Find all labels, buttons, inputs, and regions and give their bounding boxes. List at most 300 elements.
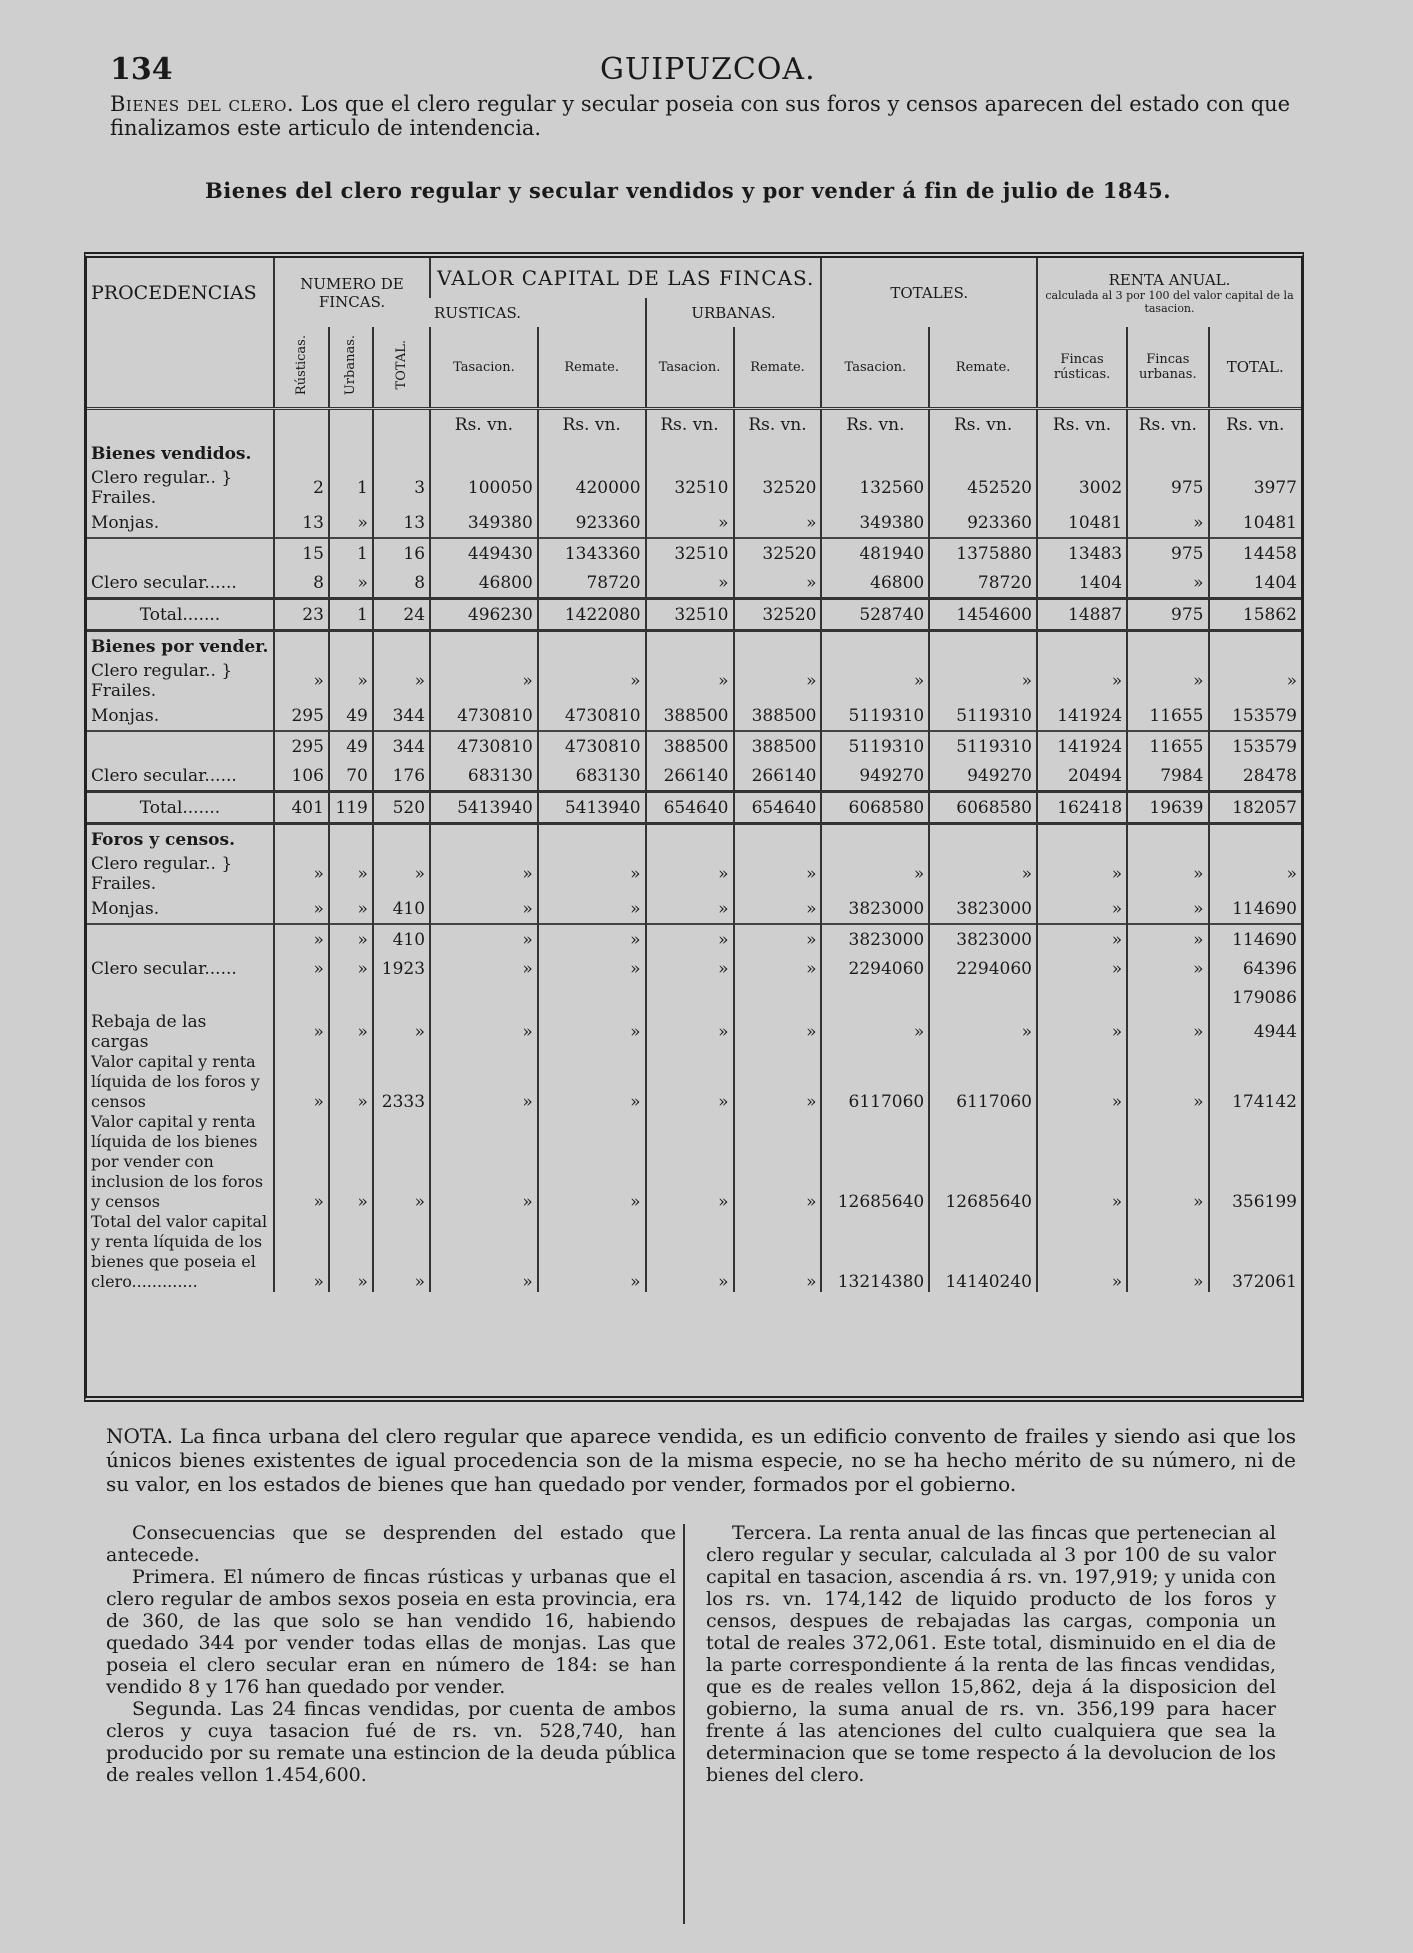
- table-cell: 266140: [646, 761, 734, 792]
- row-label: Clero secular......: [91, 572, 237, 593]
- column-paragraph: Primera. El número de fincas rústicas y urbanas que el clero regular de ambos sexos poseia en esta provincia, era de 360, de las que solo se han vendido 16, habiendo quedado 344 por vender todas ellas de monjas. Las que poseia el clero secular eran en número de 184: se han vendido 8 y 176 han quedado por vender.: [106, 1566, 676, 1698]
- table-cell: »: [538, 1112, 646, 1212]
- row-label: Bienes por vender.: [91, 636, 269, 657]
- renta-title: RENTA ANUAL.: [1108, 270, 1231, 289]
- table-cell: »: [430, 854, 538, 894]
- table-cell: [373, 824, 430, 855]
- table-cell: 8: [373, 568, 430, 599]
- table-cell: [274, 824, 329, 855]
- table-cell: »: [646, 1012, 734, 1052]
- header-rusticas: RUSTICAS.: [434, 303, 522, 322]
- table-cell: »: [430, 894, 538, 924]
- table-row: [87, 1012, 1301, 1052]
- unit-label: Rs. vn.: [1037, 409, 1127, 440]
- table-row: [87, 792, 1301, 824]
- table-cell: »: [329, 1112, 373, 1212]
- table-cell: 3: [373, 468, 430, 508]
- table-cell: »: [274, 1052, 329, 1112]
- table-row: [87, 761, 1301, 792]
- row-label: Clero regular.. } Frailes.: [91, 468, 233, 508]
- table-cell: 1404: [1209, 568, 1302, 599]
- table-cell: »: [430, 1052, 538, 1112]
- table-row: [87, 894, 1301, 924]
- table-cell: [821, 439, 929, 468]
- table-cell: 5413940: [538, 792, 646, 824]
- row-label: Total del valor capital y renta líquida de los bienes que poseia el clero.............: [91, 1212, 268, 1291]
- table-cell: [929, 439, 1037, 468]
- table-cell: 4730810: [538, 701, 646, 731]
- table-cell: 401: [274, 792, 329, 824]
- table-cell: 14140240: [929, 1212, 1037, 1292]
- table-cell: 6068580: [821, 792, 929, 824]
- table-cell: 14458: [1209, 538, 1302, 568]
- table-cell: 349380: [821, 508, 929, 538]
- table-cell: »: [734, 1052, 822, 1112]
- header-col-total: TOTAL.: [373, 327, 430, 409]
- table-cell: »: [373, 661, 430, 701]
- table-cell: »: [329, 508, 373, 538]
- header-remate-rusticas: Remate.: [538, 327, 646, 409]
- table-cell: 1422080: [538, 599, 646, 631]
- table-row: [87, 599, 1301, 631]
- table-cell: 49: [329, 731, 373, 761]
- table-cell: 10481: [1209, 508, 1302, 538]
- table-cell: »: [329, 1052, 373, 1112]
- table-row: [87, 983, 1301, 1012]
- table-cell: »: [646, 854, 734, 894]
- row-label: Monjas.: [91, 512, 160, 533]
- table-cell: 683130: [430, 761, 538, 792]
- table-cell: 923360: [929, 508, 1037, 538]
- table-cell: »: [646, 924, 734, 954]
- table-cell: »: [1127, 954, 1208, 983]
- table-cell: [1209, 439, 1302, 468]
- table-cell: 1404: [1037, 568, 1127, 599]
- table-cell: [329, 439, 373, 468]
- table-cell: [430, 824, 538, 855]
- table-cell: [734, 631, 822, 662]
- table-cell: 4730810: [430, 731, 538, 761]
- table-cell: »: [1037, 924, 1127, 954]
- table-row: [87, 924, 1301, 954]
- header-col-rusticas: Rústicas.: [274, 327, 329, 409]
- row-label: [87, 983, 274, 1012]
- table-cell: [1127, 439, 1208, 468]
- table-cell: 132560: [821, 468, 929, 508]
- table-cell: 23: [274, 599, 329, 631]
- header-remate-totales: Remate.: [929, 327, 1037, 409]
- table-cell: »: [1037, 1012, 1127, 1052]
- header-numero-fincas: NUMERO DE FINCAS.: [274, 258, 430, 327]
- unit-label: Rs. vn.: [1127, 409, 1208, 440]
- table-row: [87, 661, 1301, 701]
- table-cell: 1923: [373, 954, 430, 983]
- table-cell: 2294060: [821, 954, 929, 983]
- table-cell: 3002: [1037, 468, 1127, 508]
- table-cell: »: [734, 894, 822, 924]
- table-cell: »: [1209, 854, 1302, 894]
- table-cell: »: [329, 894, 373, 924]
- table-cell: 49: [329, 701, 373, 731]
- table-cell: »: [274, 1212, 329, 1292]
- table-cell: 114690: [1209, 924, 1302, 954]
- table-cell: 388500: [734, 701, 822, 731]
- table-cell: [373, 983, 430, 1012]
- table-cell: »: [734, 954, 822, 983]
- table-cell: »: [734, 1012, 822, 1052]
- unit-label: Rs. vn.: [1209, 409, 1302, 440]
- table-cell: 141924: [1037, 731, 1127, 761]
- table-cell: 19639: [1127, 792, 1208, 824]
- table-cell: 481940: [821, 538, 929, 568]
- table-cell: 975: [1127, 599, 1208, 631]
- table-cell: »: [734, 924, 822, 954]
- table-cell: 266140: [734, 761, 822, 792]
- table-cell: 16: [373, 538, 430, 568]
- table-cell: »: [538, 1052, 646, 1112]
- table-cell: »: [538, 854, 646, 894]
- table-cell: »: [430, 954, 538, 983]
- table-cell: »: [734, 508, 822, 538]
- table-cell: [1209, 631, 1302, 662]
- table-cell: 2333: [373, 1052, 430, 1112]
- header-col-urbanas: Urbanas.: [329, 327, 373, 409]
- table-cell: [373, 631, 430, 662]
- table-cell: »: [430, 1112, 538, 1212]
- table-cell: 106: [274, 761, 329, 792]
- table-cell: [1037, 439, 1127, 468]
- unit-empty: [329, 409, 373, 440]
- table-cell: 449430: [430, 538, 538, 568]
- table-cell: 683130: [538, 761, 646, 792]
- left-column: [106, 1522, 676, 1786]
- table-cell: 5413940: [430, 792, 538, 824]
- table-cell: [538, 824, 646, 855]
- table-cell: 528740: [821, 599, 929, 631]
- table-cell: »: [373, 854, 430, 894]
- table-cell: 388500: [646, 701, 734, 731]
- table-cell: 1: [329, 599, 373, 631]
- table-cell: 949270: [821, 761, 929, 792]
- header-valor-capital: VALOR CAPITAL DE LAS FINCAS.: [430, 258, 821, 298]
- table-cell: »: [538, 894, 646, 924]
- table-cell: [538, 439, 646, 468]
- right-column: [706, 1522, 1276, 1786]
- table-cell: 3823000: [821, 924, 929, 954]
- table-cell: 1: [329, 468, 373, 508]
- table-cell: 949270: [929, 761, 1037, 792]
- row-label: [87, 924, 274, 954]
- table-cell: 13214380: [821, 1212, 929, 1292]
- table-cell: [1127, 983, 1208, 1012]
- table-cell: 975: [1127, 538, 1208, 568]
- header-renta-anual: [1037, 258, 1301, 327]
- table-cell: 3823000: [929, 894, 1037, 924]
- table-cell: »: [538, 1212, 646, 1292]
- table-cell: 14887: [1037, 599, 1127, 631]
- table-cell: »: [274, 854, 329, 894]
- table-cell: 6117060: [821, 1052, 929, 1112]
- table-cell: 15862: [1209, 599, 1302, 631]
- table-cell: 153579: [1209, 731, 1302, 761]
- header-totales: TOTALES.: [821, 258, 1037, 327]
- table-cell: [373, 439, 430, 468]
- table-cell: 179086: [1209, 983, 1302, 1012]
- table-cell: [274, 983, 329, 1012]
- table-cell: »: [1127, 1012, 1208, 1052]
- table-cell: »: [929, 854, 1037, 894]
- table-cell: 344: [373, 701, 430, 731]
- table-cell: »: [1127, 1112, 1208, 1212]
- table-cell: 100050: [430, 468, 538, 508]
- column-paragraph: Segunda. Las 24 fincas vendidas, por cuenta de ambos cleros y cuya tasacion fué de rs. vn. 528,740, han producido por su remate una estincion de la deuda pública de reales vellon 1.454,600.: [106, 1698, 676, 1786]
- table-cell: 923360: [538, 508, 646, 538]
- table-cell: »: [734, 661, 822, 701]
- table-cell: »: [1127, 568, 1208, 599]
- table-cell: 372061: [1209, 1212, 1302, 1292]
- table-cell: [430, 439, 538, 468]
- unit-empty: [87, 409, 274, 440]
- table-cell: »: [1127, 924, 1208, 954]
- column-paragraph: Tercera. La renta anual de las fincas que pertenecian al clero regular y secular, calculada al 3 por 100 de su valor capital en tasacion, ascendia á rs. vn. 197,919; y unida con los rs. vn. 174,142 de liquido producto de los foros y censos, despues de rebajadas las cargas, componia un total de reales 372,061. Este total, disminuido en el dia de la parte correspondiente á la renta de las fincas vendidas, que es de reales vellon 15,862, deja á la disposicion del gobierno, la suma anual de rs. vn. 356,199 para hacer frente á las atenciones del culto cualquiera que sea la determinacion que se tome respecto á la devolucion de los bienes del clero.: [706, 1522, 1276, 1786]
- table-cell: »: [373, 1212, 430, 1292]
- table-cell: [538, 631, 646, 662]
- renta-note: calculada al 3 por 100 del valor capital de la tasacion.: [1045, 288, 1294, 315]
- table-cell: [329, 983, 373, 1012]
- table-cell: »: [329, 1212, 373, 1292]
- table-cell: 153579: [1209, 701, 1302, 731]
- table-cell: [1037, 824, 1127, 855]
- table-cell: 1343360: [538, 538, 646, 568]
- table-cell: »: [329, 954, 373, 983]
- table-cell: »: [538, 954, 646, 983]
- row-label: Clero regular.. } Frailes.: [91, 661, 233, 701]
- table-cell: 388500: [646, 731, 734, 761]
- table-row: [87, 1212, 1301, 1292]
- table-cell: »: [274, 954, 329, 983]
- table-cell: 4944: [1209, 1012, 1302, 1052]
- table-cell: [430, 983, 538, 1012]
- table-row: [87, 631, 1301, 662]
- table-cell: [646, 983, 734, 1012]
- table-row: [87, 508, 1301, 538]
- header-urbanas: URBANAS.: [646, 298, 822, 327]
- table-cell: 32520: [734, 599, 822, 631]
- unit-label: Rs. vn.: [646, 409, 734, 440]
- table-cell: [646, 439, 734, 468]
- table-cell: 388500: [734, 731, 822, 761]
- table-cell: »: [1037, 894, 1127, 924]
- table-cell: »: [329, 854, 373, 894]
- table-cell: »: [329, 661, 373, 701]
- table-cell: »: [538, 661, 646, 701]
- table-cell: 46800: [430, 568, 538, 599]
- table-cell: 119: [329, 792, 373, 824]
- table-cell: 13: [373, 508, 430, 538]
- header-fincas-urbanas: Fincas urbanas.: [1127, 327, 1208, 409]
- unit-label: Rs. vn.: [929, 409, 1037, 440]
- row-label: Monjas.: [91, 705, 160, 726]
- table-cell: »: [430, 1212, 538, 1292]
- page-header: [110, 52, 1310, 92]
- page-number: 134: [110, 52, 173, 87]
- table-cell: »: [646, 954, 734, 983]
- nota-paragraph: NOTA. La finca urbana del clero regular que aparece vendida, es un edificio convento de frailes y siendo asi que los únicos bienes existentes de igual procedencia son de la misma especie, no se ha hecho mérito de su número, ni de su valor, en los estados de bienes que han quedado por vender, formados por el gobierno.: [106, 1424, 1296, 1496]
- table-cell: »: [538, 1012, 646, 1052]
- table-cell: 654640: [734, 792, 822, 824]
- row-label: Total.......: [87, 599, 274, 631]
- table-cell: »: [646, 1212, 734, 1292]
- table-cell: 1454600: [929, 599, 1037, 631]
- table-cell: 6117060: [929, 1052, 1037, 1112]
- table-cell: 182057: [1209, 792, 1302, 824]
- table-cell: [734, 439, 822, 468]
- row-label: Valor capital y renta líquida de los bienes por vender con inclusion de los foros y censos: [91, 1112, 264, 1211]
- unit-empty: [373, 409, 430, 440]
- table-cell: 12685640: [929, 1112, 1037, 1212]
- table-cell: 70: [329, 761, 373, 792]
- table-cell: »: [373, 1012, 430, 1052]
- unit-label: Rs. vn.: [821, 409, 929, 440]
- header-renta-total: TOTAL.: [1209, 327, 1302, 409]
- table-cell: [734, 824, 822, 855]
- table-cell: »: [430, 1012, 538, 1052]
- row-label: Total.......: [87, 792, 274, 824]
- table-cell: 114690: [1209, 894, 1302, 924]
- header-empty: [87, 327, 274, 409]
- table-cell: »: [274, 924, 329, 954]
- table-cell: 15: [274, 538, 329, 568]
- table-cell: »: [1037, 954, 1127, 983]
- table-row: [87, 1052, 1301, 1112]
- table-row: [87, 701, 1301, 731]
- row-label: Bienes vendidos.: [91, 443, 252, 464]
- table-cell: »: [329, 1012, 373, 1052]
- table-cell: »: [1127, 1212, 1208, 1292]
- table-row: [87, 468, 1301, 508]
- table-caption: Bienes del clero regular y secular vendidos y por vender á fin de julio de 1845.: [205, 178, 1171, 203]
- table-cell: 32510: [646, 538, 734, 568]
- table-cell: 162418: [1037, 792, 1127, 824]
- table-cell: »: [646, 1052, 734, 1112]
- table-cell: 654640: [646, 792, 734, 824]
- table-cell: 78720: [538, 568, 646, 599]
- table-cell: »: [646, 568, 734, 599]
- table-cell: »: [646, 894, 734, 924]
- table-cell: 3823000: [821, 894, 929, 924]
- clergy-assets-table: [84, 252, 1304, 1402]
- table-cell: [929, 824, 1037, 855]
- table-row: [87, 439, 1301, 468]
- table-cell: »: [274, 1112, 329, 1212]
- column-divider: [683, 1524, 685, 1924]
- intro-label: Bienes del clero.: [110, 92, 295, 116]
- table-cell: [734, 983, 822, 1012]
- row-label: Foros y censos.: [91, 829, 235, 850]
- table-cell: »: [821, 854, 929, 894]
- table-cell: [274, 439, 329, 468]
- table-cell: 32520: [734, 538, 822, 568]
- table-cell: 1: [329, 538, 373, 568]
- table-cell: 344: [373, 731, 430, 761]
- table-cell: 5119310: [821, 731, 929, 761]
- table-cell: [430, 631, 538, 662]
- table-cell: 174142: [1209, 1052, 1302, 1112]
- table-cell: »: [1209, 661, 1302, 701]
- row-label: [87, 538, 274, 568]
- table-row: [87, 731, 1301, 761]
- table-cell: 32510: [646, 468, 734, 508]
- unit-label: Rs. vn.: [430, 409, 538, 440]
- table-cell: [929, 631, 1037, 662]
- running-title: GUIPUZCOA.: [600, 52, 816, 87]
- table-cell: [821, 631, 929, 662]
- table-cell: 4730810: [538, 731, 646, 761]
- table-cell: »: [646, 661, 734, 701]
- table-cell: »: [734, 854, 822, 894]
- table-cell: »: [1127, 854, 1208, 894]
- table-cell: 520: [373, 792, 430, 824]
- table-cell: »: [274, 661, 329, 701]
- table-cell: »: [1037, 1212, 1127, 1292]
- table-cell: »: [1127, 661, 1208, 701]
- table-cell: 20494: [1037, 761, 1127, 792]
- table-cell: »: [274, 894, 329, 924]
- unit-label: Rs. vn.: [538, 409, 646, 440]
- table-cell: 420000: [538, 468, 646, 508]
- table-cell: 11655: [1127, 731, 1208, 761]
- table-cell: 6068580: [929, 792, 1037, 824]
- table-cell: »: [430, 661, 538, 701]
- row-label: Valor capital y renta líquida de los foros y censos: [91, 1052, 260, 1111]
- unit-empty: [274, 409, 329, 440]
- table-cell: 5119310: [929, 731, 1037, 761]
- intro-paragraph: [110, 92, 1300, 140]
- table-cell: [821, 824, 929, 855]
- table-cell: 5119310: [821, 701, 929, 731]
- table-cell: [329, 824, 373, 855]
- table-row: [87, 824, 1301, 855]
- table-cell: »: [929, 661, 1037, 701]
- table-cell: [821, 983, 929, 1012]
- table-cell: »: [646, 1112, 734, 1212]
- table-cell: »: [1037, 1112, 1127, 1212]
- table-cell: 7984: [1127, 761, 1208, 792]
- table-cell: »: [538, 924, 646, 954]
- table-cell: [1127, 824, 1208, 855]
- table-cell: 46800: [821, 568, 929, 599]
- table-cell: 176: [373, 761, 430, 792]
- table-row: [87, 568, 1301, 599]
- table-cell: [329, 631, 373, 662]
- table-row: [87, 1112, 1301, 1212]
- row-label: Monjas.: [91, 898, 160, 919]
- table-cell: »: [1127, 894, 1208, 924]
- table-row: [87, 538, 1301, 568]
- table-cell: 1375880: [929, 538, 1037, 568]
- table-cell: »: [430, 924, 538, 954]
- table-cell: 13483: [1037, 538, 1127, 568]
- table-cell: [538, 983, 646, 1012]
- table-cell: »: [274, 1012, 329, 1052]
- table-cell: »: [821, 1012, 929, 1052]
- header-tasacion-urbanas: Tasacion.: [646, 327, 734, 409]
- column-paragraph: Consecuencias que se desprenden del estado que antecede.: [106, 1522, 676, 1566]
- table-cell: »: [1037, 854, 1127, 894]
- table-cell: 3977: [1209, 468, 1302, 508]
- table-cell: 295: [274, 701, 329, 731]
- table-cell: 32520: [734, 468, 822, 508]
